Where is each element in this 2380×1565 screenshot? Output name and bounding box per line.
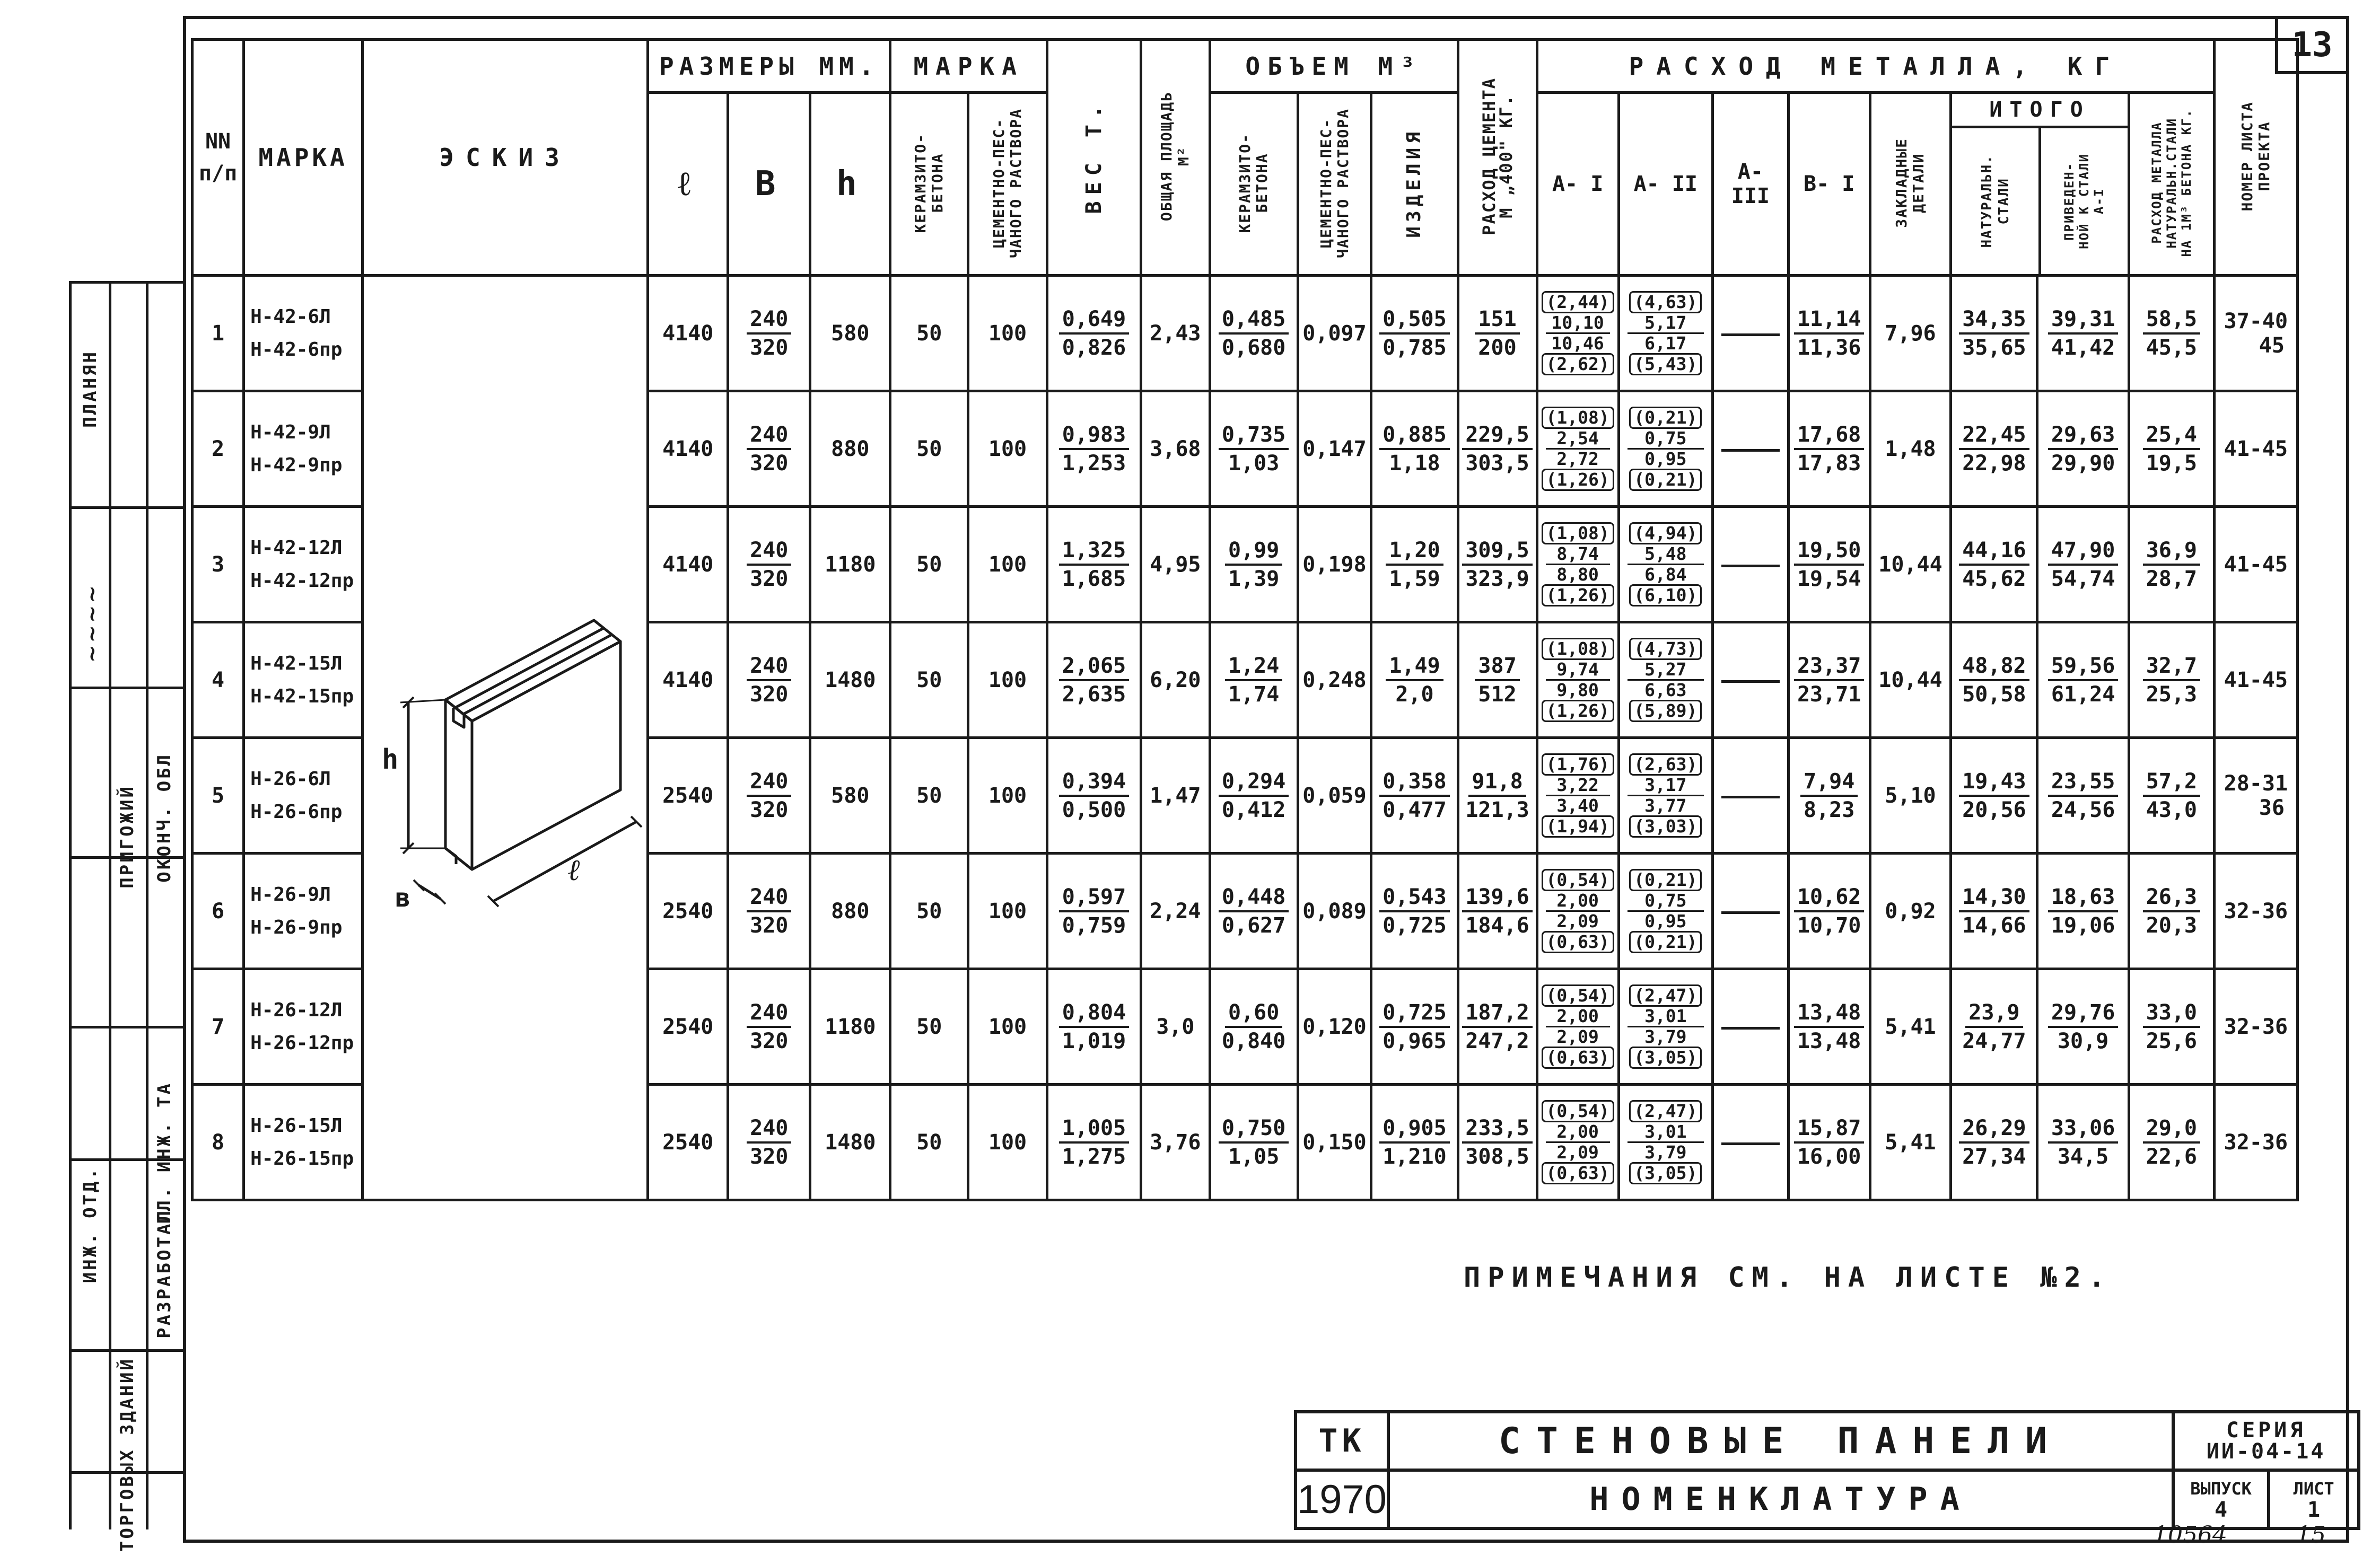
row-marka: Н-26-6Л Н-26-6пр (244, 738, 363, 854)
row-metal-a1: (0,54) 2,00 2,09 (0,63) (1537, 1085, 1618, 1200)
row-cement: 100 (968, 622, 1047, 738)
row-length: 4140 (648, 391, 728, 507)
row-height: 580 (810, 276, 890, 391)
header-rashod-cementa: РАСХОД ЦЕМЕНТА М „400" КГ. (1458, 40, 1537, 276)
row-volume-keramzit: $\frac{0,99}{1,39}$ (1210, 507, 1298, 622)
row-total-natural: $\frac{19,43}{20,56}$ (1951, 738, 2037, 854)
header-ves: ВЕС Т. (1047, 40, 1141, 276)
row-volume-cement: 0,147 (1298, 391, 1371, 507)
sketch-label-l: ℓ (567, 853, 580, 887)
row-weight: $\frac{0,983}{1,253}$ (1047, 391, 1141, 507)
header-itogo-cell (1951, 93, 2129, 276)
row-embedded-parts: 10,44 (1870, 622, 1951, 738)
row-number: 7 (192, 969, 244, 1085)
stamp-torgovyh: ТОРГОВЫХ ЗДАНИЙ (117, 1357, 138, 1552)
header-b: В (728, 93, 810, 276)
row-total-reduced: $\frac{23,55}{24,56}$ (2037, 738, 2129, 854)
stamp-gl-inzh: ГЛ. ИНЖ. ТА (154, 1082, 175, 1225)
header-priveden: ПРИВЕДЕН- НОЙ К СТАЛИ А-I (2062, 153, 2107, 249)
tb-list-cell: ЛИСТ 1 (2269, 1470, 2359, 1528)
row-sheet-numbers: 32-36 (2215, 969, 2298, 1085)
row-length: 2540 (648, 1085, 728, 1200)
row-length: 4140 (648, 507, 728, 622)
row-keramzit: 50 (890, 1085, 968, 1200)
row-keramzit: 50 (890, 507, 968, 622)
row-cement-use: $\frac{309,5}{323,9}$ (1458, 507, 1537, 622)
row-metal-b1: $\frac{13,48}{13,48}$ (1788, 969, 1870, 1085)
row-total-reduced: $\frac{47,90}{54,74}$ (2037, 507, 2129, 622)
row-total-reduced: $\frac{39,31}{41,42}$ (2037, 276, 2129, 391)
row-metal-a1: (1,08) 2,54 2,72 (1,26) (1537, 391, 1618, 507)
header-obem-cement: ЦЕМЕНТНО-ПЕС- ЧАНОГО РАСТВОРА (1298, 93, 1371, 276)
row-width: $\frac{240}{320}$ (728, 507, 810, 622)
row-metal-b1: $\frac{10,62}{10,70}$ (1788, 854, 1870, 969)
row-volume-product: $\frac{0,358}{0,477}$ (1371, 738, 1458, 854)
row-area: 2,43 (1141, 276, 1210, 391)
row-sheet-numbers: 28-31 36 (2215, 738, 2298, 854)
row-total-natural: $\frac{22,45}{22,98}$ (1951, 391, 2037, 507)
row-marka: Н-42-6Л Н-42-6пр (244, 276, 363, 391)
row-metal-a1: (1,76) 3,22 3,40 (1,94) (1537, 738, 1618, 854)
row-embedded-parts: 10,44 (1870, 507, 1951, 622)
row-embedded-parts: 0,92 (1870, 854, 1951, 969)
row-marka: Н-26-15Л Н-26-15пр (244, 1085, 363, 1200)
header-nomer-lista: НОМЕР ЛИСТА ПРОЕКТА (2215, 40, 2298, 276)
row-area: 1,47 (1141, 738, 1210, 854)
row-width: $\frac{240}{320}$ (728, 738, 810, 854)
header-marka-group: МАРКА (890, 40, 1047, 93)
row-metal-a2: (4,94) 5,48 6,84 (6,10) (1618, 507, 1712, 622)
row-number: 8 (192, 1085, 244, 1200)
row-embedded-parts: 1,48 (1870, 391, 1951, 507)
tb-year-cell: 1970 (1296, 1470, 1388, 1528)
row-metal-a1: (1,08) 8,74 8,80 (1,26) (1537, 507, 1618, 622)
tb-subtitle-cell: НОМЕНКЛАТУРА (1388, 1470, 2173, 1528)
row-volume-cement: 0,120 (1298, 969, 1371, 1085)
row-metal-a1: (0,54) 2,00 2,09 (0,63) (1537, 969, 1618, 1085)
row-volume-cement: 0,248 (1298, 622, 1371, 738)
row-marka: Н-26-12Л Н-26-12пр (244, 969, 363, 1085)
tb-seria-cell: СЕРИЯ ИИ-04-14 (2173, 1412, 2359, 1470)
row-area: 3,0 (1141, 969, 1210, 1085)
row-weight: $\frac{1,325}{1,685}$ (1047, 507, 1141, 622)
row-volume-product: $\frac{1,20}{1,59}$ (1371, 507, 1458, 622)
row-area: 6,20 (1141, 622, 1210, 738)
header-izdelia: ИЗДЕЛИЯ (1371, 93, 1458, 276)
header-obem-keramzit: КЕРАМЗИТО- БЕТОНА (1210, 93, 1298, 276)
sketch-label-h: h (382, 744, 399, 776)
tb-title-cell: СТЕНОВЫЕ ПАНЕЛИ (1388, 1412, 2173, 1470)
header-a1: А- I (1537, 93, 1618, 276)
row-metal-per-m3: $\frac{33,0}{25,6}$ (2129, 969, 2214, 1085)
row-metal-a1: (2,44) 10,10 10,46 (2,62) (1537, 276, 1618, 391)
row-metal-a1: (0,54) 2,00 2,09 (0,63) (1537, 854, 1618, 969)
row-metal-b1: $\frac{17,68}{17,83}$ (1788, 391, 1870, 507)
row-total-reduced: $\frac{33,06}{34,5}$ (2037, 1085, 2129, 1200)
row-metal-b1: $\frac{15,87}{16,00}$ (1788, 1085, 1870, 1200)
row-area: 3,68 (1141, 391, 1210, 507)
stamp-inzh-otd: ИНЖ. ОТД. (80, 1166, 101, 1283)
row-cement: 100 (968, 1085, 1047, 1200)
row-length: 2540 (648, 854, 728, 969)
panel-sketch (366, 615, 663, 912)
row-metal-a2: (0,21) 0,75 0,95 (0,21) (1618, 854, 1712, 969)
row-cement: 100 (968, 276, 1047, 391)
row-volume-product: $\frac{1,49}{2,0}$ (1371, 622, 1458, 738)
header-eskiz: ЭСКИЗ (363, 40, 648, 276)
row-weight: $\frac{0,804}{1,019}$ (1047, 969, 1141, 1085)
header-b1: В- I (1788, 93, 1870, 276)
row-metal-a2: (2,47) 3,01 3,79 (3,05) (1618, 1085, 1712, 1200)
row-volume-cement: 0,097 (1298, 276, 1371, 391)
row-volume-keramzit: $\frac{0,750}{1,05}$ (1210, 1085, 1298, 1200)
row-number: 2 (192, 391, 244, 507)
header-l: ℓ (648, 93, 728, 276)
header-marka: МАРКА (244, 40, 363, 276)
row-volume-keramzit: $\frac{0,735}{1,03}$ (1210, 391, 1298, 507)
row-keramzit: 50 (890, 969, 968, 1085)
row-volume-product: $\frac{0,725}{0,965}$ (1371, 969, 1458, 1085)
row-number: 5 (192, 738, 244, 854)
header-nn: NN п/п (192, 40, 244, 276)
row-metal-a2: (0,21) 0,75 0,95 (0,21) (1618, 391, 1712, 507)
header-rashod-metalla: РАСХОД МЕТАЛЛА, КГ (1537, 40, 2214, 93)
row-sheet-numbers: 32-36 (2215, 1085, 2298, 1200)
row-volume-product: $\frac{0,885}{1,18}$ (1371, 391, 1458, 507)
row-height: 880 (810, 854, 890, 969)
row-length: 4140 (648, 276, 728, 391)
row-metal-a3 (1712, 1085, 1788, 1200)
header-a3: А- III (1712, 93, 1788, 276)
row-cement: 100 (968, 969, 1047, 1085)
row-embedded-parts: 5,41 (1870, 969, 1951, 1085)
panel-top-face (445, 620, 620, 721)
row-length: 4140 (648, 622, 728, 738)
tb-tk-cell: ТК (1296, 1412, 1388, 1470)
row-length: 2540 (648, 738, 728, 854)
row-cement: 100 (968, 507, 1047, 622)
row-metal-a1: (1,08) 9,74 9,80 (1,26) (1537, 622, 1618, 738)
header-keramzit: КЕРАМЗИТО- БЕТОНА (890, 93, 968, 276)
sketch-label-b: в (395, 883, 410, 912)
row-height: 880 (810, 391, 890, 507)
row-total-natural: $\frac{44,16}{45,62}$ (1951, 507, 2037, 622)
note-text: ПРИМЕЧАНИЯ СМ. НА ЛИСТЕ №2. (1464, 1262, 2113, 1294)
row-total-reduced: $\frac{59,56}{61,24}$ (2037, 622, 2129, 738)
row-metal-b1: $\frac{11,14}{11,36}$ (1788, 276, 1870, 391)
row-embedded-parts: 7,96 (1870, 276, 1951, 391)
row-area: 4,95 (1141, 507, 1210, 622)
row-volume-cement: 0,150 (1298, 1085, 1371, 1200)
stamp-planyan: ПЛАНЯН (80, 350, 101, 428)
footer-number-left: 10564 (2153, 1522, 2227, 1549)
row-keramzit: 50 (890, 738, 968, 854)
header-natur: НАТУРАЛЬН. СТАЛИ (1979, 154, 2012, 248)
row-cement-use: $\frac{387}{512}$ (1458, 622, 1537, 738)
row-volume-product: $\frac{0,505}{0,785}$ (1371, 276, 1458, 391)
header-a2: А- II (1618, 93, 1712, 276)
row-metal-per-m3: $\frac{25,4}{19,5}$ (2129, 391, 2214, 507)
row-metal-a3 (1712, 622, 1788, 738)
row-metal-per-m3: $\frac{57,2}{43,0}$ (2129, 738, 2214, 854)
row-volume-keramzit: $\frac{0,448}{0,627}$ (1210, 854, 1298, 969)
header-h: h (810, 93, 890, 276)
row-metal-a3 (1712, 969, 1788, 1085)
row-number: 4 (192, 622, 244, 738)
row-width: $\frac{240}{320}$ (728, 276, 810, 391)
dim-l-line (493, 822, 636, 901)
header-razmery: РАЗМЕРЫ ММ. (648, 40, 890, 93)
row-volume-keramzit: $\frac{1,24}{1,74}$ (1210, 622, 1298, 738)
row-metal-per-m3: $\frac{26,3}{20,3}$ (2129, 854, 2214, 969)
row-volume-keramzit: $\frac{0,485}{0,680}$ (1210, 276, 1298, 391)
row-sheet-numbers: 41-45 (2215, 391, 2298, 507)
row-cement: 100 (968, 738, 1047, 854)
row-sheet-numbers: 37-40 45 (2215, 276, 2298, 391)
row-metal-a2: (4,73) 5,27 6,63 (5,89) (1618, 622, 1712, 738)
table-row (192, 276, 2379, 391)
row-sheet-numbers: 32-36 (2215, 854, 2298, 969)
row-keramzit: 50 (890, 276, 968, 391)
row-height: 1180 (810, 507, 890, 622)
stamp-okonch-obl: ОКОНЧ. ОБЛ (154, 753, 175, 883)
row-cement-use: $\frac{233,5}{308,5}$ (1458, 1085, 1537, 1200)
row-total-reduced: $\frac{29,76}{30,9}$ (2037, 969, 2129, 1085)
stamp-signature-1: ~~~~ (80, 583, 104, 663)
row-metal-a3 (1712, 391, 1788, 507)
row-embedded-parts: 5,41 (1870, 1085, 1951, 1200)
row-volume-cement: 0,089 (1298, 854, 1371, 969)
row-total-natural: $\frac{23,9}{24,77}$ (1951, 969, 2037, 1085)
row-marka: Н-42-12Л Н-42-12пр (244, 507, 363, 622)
row-weight: $\frac{2,065}{2,635}$ (1047, 622, 1141, 738)
row-height: 1480 (810, 1085, 890, 1200)
row-metal-a3 (1712, 854, 1788, 969)
row-marka: Н-42-15Л Н-42-15пр (244, 622, 363, 738)
row-volume-keramzit: $\frac{0,294}{0,412}$ (1210, 738, 1298, 854)
row-volume-cement: 0,059 (1298, 738, 1371, 854)
row-metal-a3 (1712, 276, 1788, 391)
stamp-prigozhiy: ПРИГОЖИЙ (117, 785, 138, 889)
row-weight: $\frac{0,597}{0,759}$ (1047, 854, 1141, 969)
row-keramzit: 50 (890, 854, 968, 969)
row-height: 1180 (810, 969, 890, 1085)
row-embedded-parts: 5,10 (1870, 738, 1951, 854)
row-height: 580 (810, 738, 890, 854)
row-metal-b1: $\frac{7,94}{8,23}$ (1788, 738, 1870, 854)
row-number: 6 (192, 854, 244, 969)
row-width: $\frac{240}{320}$ (728, 854, 810, 969)
row-cement-use: $\frac{229,5}{303,5}$ (1458, 391, 1537, 507)
row-metal-b1: $\frac{19,50}{19,54}$ (1788, 507, 1870, 622)
stamp-razrabotal: РАЗРАБОТАЛ (154, 1209, 175, 1339)
row-area: 3,76 (1141, 1085, 1210, 1200)
row-width: $\frac{240}{320}$ (728, 1085, 810, 1200)
header-rashod-na-m3: РАСХОД МЕТАЛЛА НАТУРАЛЬН.СТАЛИ НА 1М³ БЕТОНА КГ. (2129, 93, 2214, 276)
sheet-number: 13 (2291, 25, 2333, 65)
row-marka: Н-26-9Л Н-26-9пр (244, 854, 363, 969)
row-total-natural: $\frac{14,30}{14,66}$ (1951, 854, 2037, 969)
tb-vypusk-cell: ВЫПУСК 4 (2173, 1470, 2269, 1528)
footer-number-right: 15 (2296, 1522, 2326, 1549)
row-total-natural: $\frac{34,35}{35,65}$ (1951, 276, 2037, 391)
row-metal-per-m3: $\frac{36,9}{28,7}$ (2129, 507, 2214, 622)
row-metal-per-m3: $\frac{29,0}{22,6}$ (2129, 1085, 2214, 1200)
row-metal-per-m3: $\frac{58,5}{45,5}$ (2129, 276, 2214, 391)
header-obem: ОБЪЕМ М³ (1210, 40, 1458, 93)
row-cement-use: $\frac{187,2}{247,2}$ (1458, 969, 1537, 1085)
row-number: 1 (192, 276, 244, 391)
row-metal-a3 (1712, 738, 1788, 854)
row-length: 2540 (648, 969, 728, 1085)
title-block (1294, 1410, 2360, 1530)
header-ploshad: ОБЩАЯ ПЛОЩАДЬ М² (1141, 40, 1210, 276)
row-number: 3 (192, 507, 244, 622)
row-volume-keramzit: $\frac{0,60}{0,840}$ (1210, 969, 1298, 1085)
row-volume-product: $\frac{0,543}{0,725}$ (1371, 854, 1458, 969)
row-metal-per-m3: $\frac{32,7}{25,3}$ (2129, 622, 2214, 738)
row-cement: 100 (968, 391, 1047, 507)
row-weight: $\frac{0,649}{0,826}$ (1047, 276, 1141, 391)
row-sheet-numbers: 41-45 (2215, 507, 2298, 622)
header-zaklad: ЗАКЛАДНЫЕ ДЕТАЛИ (1870, 93, 1951, 276)
row-keramzit: 50 (890, 622, 968, 738)
row-metal-a2: (4,63) 5,17 6,17 (5,43) (1618, 276, 1712, 391)
row-metal-b1: $\frac{23,37}{23,71}$ (1788, 622, 1870, 738)
row-width: $\frac{240}{320}$ (728, 969, 810, 1085)
row-area: 2,24 (1141, 854, 1210, 969)
row-cement-use: $\frac{151}{200}$ (1458, 276, 1537, 391)
row-keramzit: 50 (890, 391, 968, 507)
row-volume-product: $\frac{0,905}{1,210}$ (1371, 1085, 1458, 1200)
row-total-natural: $\frac{26,29}{27,34}$ (1951, 1085, 2037, 1200)
row-volume-cement: 0,198 (1298, 507, 1371, 622)
row-cement: 100 (968, 854, 1047, 969)
row-sheet-numbers: 41-45 (2215, 622, 2298, 738)
row-cement-use: $\frac{139,6}{184,6}$ (1458, 854, 1537, 969)
left-stamp-strip (69, 281, 186, 1529)
row-metal-a2: (2,63) 3,17 3,77 (3,03) (1618, 738, 1712, 854)
row-metal-a3 (1712, 507, 1788, 622)
row-metal-a2: (2,47) 3,01 3,79 (3,05) (1618, 969, 1712, 1085)
row-height: 1480 (810, 622, 890, 738)
row-total-reduced: $\frac{18,63}{19,06}$ (2037, 854, 2129, 969)
row-weight: $\frac{0,394}{0,500}$ (1047, 738, 1141, 854)
row-weight: $\frac{1,005}{1,275}$ (1047, 1085, 1141, 1200)
row-total-natural: $\frac{48,82}{50,58}$ (1951, 622, 2037, 738)
row-marka: Н-42-9Л Н-42-9пр (244, 391, 363, 507)
row-total-reduced: $\frac{29,63}{29,90}$ (2037, 391, 2129, 507)
row-width: $\frac{240}{320}$ (728, 622, 810, 738)
header-itogo: ИТОГО (1989, 98, 2090, 122)
row-width: $\frac{240}{320}$ (728, 391, 810, 507)
header-cement-pesch: ЦЕМЕНТНО-ПЕС- ЧАНОГО РАСТВОРА (968, 93, 1047, 276)
row-cement-use: $\frac{91,8}{121,3}$ (1458, 738, 1537, 854)
panel-side-face (472, 641, 620, 869)
